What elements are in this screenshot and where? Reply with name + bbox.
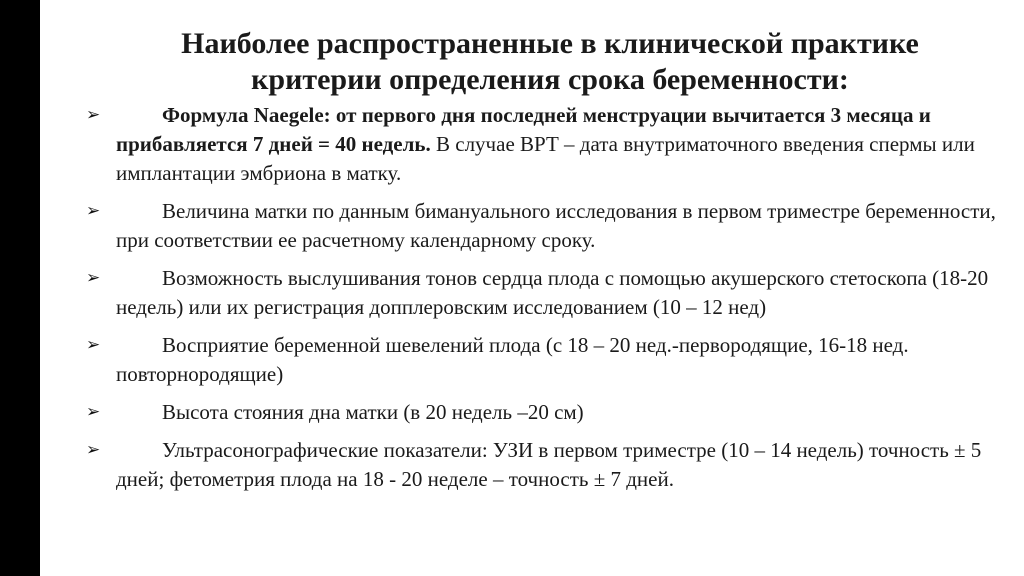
list-item	[86, 197, 1006, 255]
list-item	[86, 436, 1006, 494]
left-decorative-bar	[0, 0, 40, 576]
list-item-normal-text: Восприятие беременной шевелений плода (с 18 – 20 нед.-первородящие, 16-18 нед. повторнородящие)	[116, 333, 909, 386]
list-item-text	[116, 333, 909, 386]
list-item-normal-text: Возможность выслушивания тонов сердца плода с помощью акушерского стетоскопа (18-20 недель) или их регистрация допплеровским исследованием (10 – 12 нед)	[116, 266, 989, 319]
list-item	[86, 398, 1006, 427]
list-item-normal-text: Высота стояния дна матки (в 20 недель –20 см)	[162, 400, 584, 424]
list-item-text	[116, 438, 981, 491]
list-item-normal-text: Ультрасонографические показатели: УЗИ в первом триместре (10 – 14 недель) точность ± 5 дней; фетометрия плода на 18 - 20 неделе – точность ± 7 дней.	[116, 438, 982, 491]
slide-title	[100, 26, 1000, 98]
list-item	[86, 101, 1006, 188]
slide	[40, 0, 1024, 576]
arrow-bullet-icon: ➢	[86, 105, 101, 125]
criteria-list	[86, 101, 1006, 503]
arrow-bullet-icon: ➢	[86, 402, 101, 422]
arrow-bullet-icon: ➢	[86, 440, 101, 460]
slide-title-line-2: критерии определения срока беременности:	[251, 63, 849, 97]
list-item	[86, 264, 1006, 322]
arrow-bullet-icon: ➢	[86, 268, 101, 288]
list-item-text	[116, 266, 988, 319]
slide-title-line-1: Наиболее распространенные в клинической практике	[181, 27, 919, 61]
list-item	[86, 331, 1006, 389]
list-item-normal-text: В случае ВРТ – дата внутриматочного введения спермы или имплантации эмбриона в матку.	[116, 132, 975, 185]
list-item-text	[116, 400, 584, 424]
arrow-bullet-icon: ➢	[86, 201, 101, 221]
list-item-text	[116, 103, 975, 185]
list-item-normal-text: Величина матки по данным бимануального исследования в первом триместре беременности, при соответствии ее расчетному календарному сроку.	[116, 199, 996, 252]
list-item-bold-text: Формула Naegele: от первого дня последней менструации вычитается 3 месяца и прибавляется 7 дней = 40 недель.	[116, 103, 931, 156]
list-item-text	[116, 199, 996, 252]
arrow-bullet-icon: ➢	[86, 335, 101, 355]
